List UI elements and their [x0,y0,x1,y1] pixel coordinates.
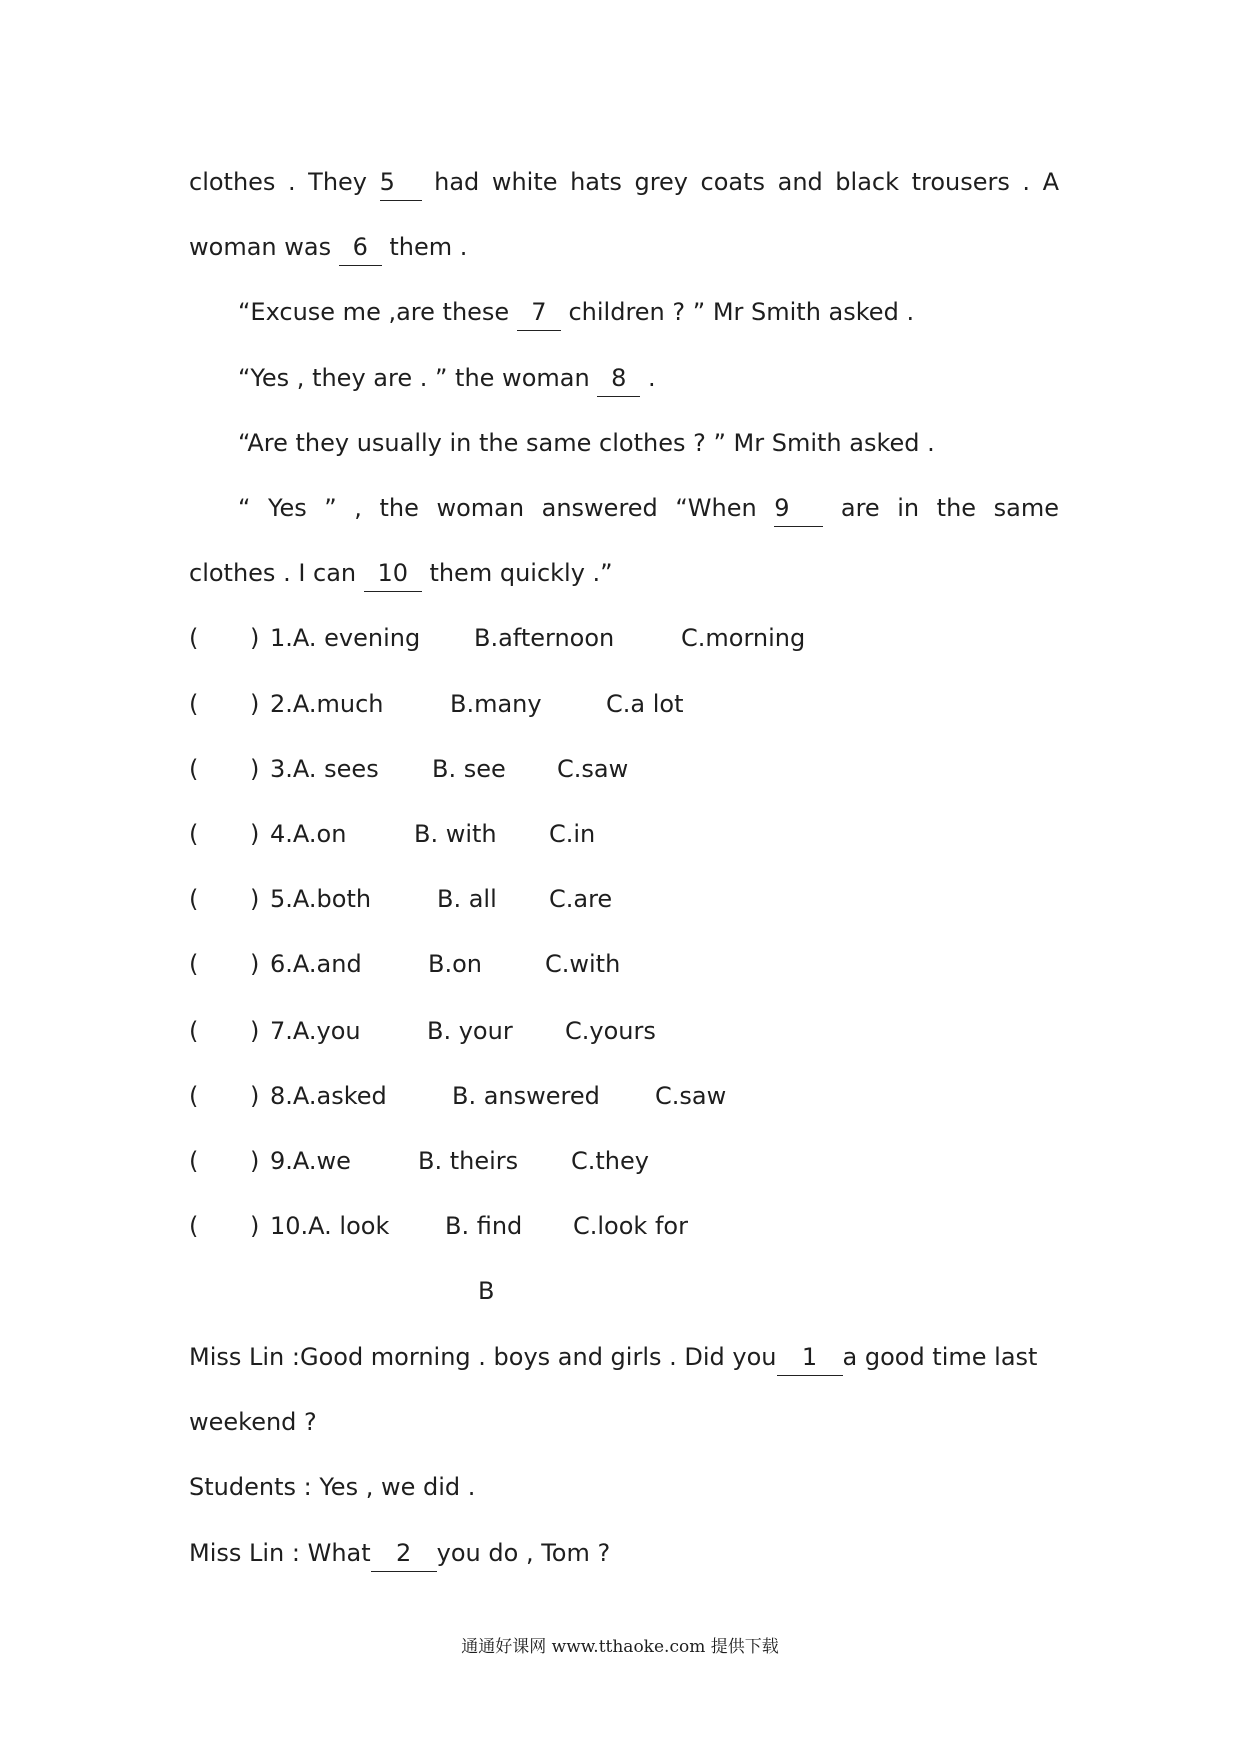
question-close-paren: ) [250,885,260,913]
line-text-after: . [647,364,656,392]
option-b: B. with [414,820,497,848]
option-a: 10.A. look [270,1212,390,1240]
question-open-paren: ( [189,690,199,718]
option-c: C.saw [655,1082,727,1110]
option-a: 3.A. sees [270,755,379,783]
passage-line [238,297,914,327]
question-row [0,1211,1240,1241]
question-close-paren: ) [250,755,260,783]
line-text-before: “Excuse me ,are these [238,298,510,326]
question-close-paren: ) [250,1082,260,1110]
question-open-paren: ( [189,885,199,913]
option-c: C.are [549,885,613,913]
question-row [0,949,1240,979]
question-close-paren: ) [250,950,260,978]
line-text-after: you do , Tom ? [436,1539,611,1567]
question-open-paren: ( [189,1017,199,1045]
question-open-paren: ( [189,624,199,652]
line-text-after: them . [389,233,468,261]
option-c: C.saw [557,755,629,783]
dialogue-line [189,1472,475,1502]
question-row [0,623,1240,653]
option-a: 7.A.you [270,1017,361,1045]
question-open-paren: ( [189,1082,199,1110]
passage-line [238,428,935,458]
option-a: 5.A.both [270,885,372,913]
question-close-paren: ) [250,1147,260,1175]
question-open-paren: ( [189,755,199,783]
line-text-before: clothes . They [189,168,368,196]
option-b: B. your [427,1017,513,1045]
dialogue-line [189,1407,317,1437]
option-a: 9.A.we [270,1147,351,1175]
question-close-paren: ) [250,1017,260,1045]
option-a: 6.A.and [270,950,362,978]
passage-line [238,493,1059,523]
answer-blank: 2 [371,1539,437,1572]
question-close-paren: ) [250,1212,260,1240]
line-text-before: “ Yes ” , the woman answered “When [238,494,757,522]
option-b: B.afternoon [474,624,615,652]
line-text-after: them quickly .” [429,559,613,587]
option-b: B.on [428,950,482,978]
option-c: C.a lot [606,690,684,718]
option-b: B. all [437,885,497,913]
question-open-paren: ( [189,1212,199,1240]
answer-blank: 9 [774,494,823,527]
question-row [0,689,1240,719]
line-text-after: had white hats grey coats and black trousers . A [434,168,1059,196]
line-text-after: children ? ” Mr Smith asked . [568,298,915,326]
question-open-paren: ( [189,1147,199,1175]
question-close-paren: ) [250,820,260,848]
answer-blank: 5 [380,168,422,201]
dialogue-line [189,1538,610,1568]
line-text-before: “Yes , they are . ” the woman [238,364,590,392]
option-c: C.yours [565,1017,656,1045]
question-row [0,884,1240,914]
option-b: B. theirs [418,1147,519,1175]
option-a: 8.A.asked [270,1082,387,1110]
question-open-paren: ( [189,950,199,978]
passage-line [189,167,1059,197]
option-a: 1.A. evening [270,624,421,652]
option-c: C.morning [681,624,806,652]
answer-blank: 10 [364,559,422,592]
question-close-paren: ) [250,624,260,652]
answer-blank: 6 [339,233,382,266]
line-text: Students : Yes , we did . [189,1473,476,1501]
option-c: C.they [571,1147,649,1175]
passage-line [189,558,613,588]
option-a: 4.A.on [270,820,347,848]
option-c: C.look for [573,1212,688,1240]
line-text-after: a good time last [842,1343,1038,1371]
question-close-paren: ) [250,690,260,718]
question-row [0,1016,1240,1046]
line-text: “Are they usually in the same clothes ? ” Mr Smith asked . [238,429,935,457]
line-text-before: Miss Lin :Good morning . boys and girls . Did you [189,1343,777,1371]
answer-blank: 7 [517,298,561,331]
dialogue-line [189,1342,1037,1372]
line-text-after: are in the same [840,494,1059,522]
line-text-before: Miss Lin : What [189,1539,371,1567]
answer-blank: 8 [597,364,640,397]
line-text: weekend ? [189,1408,317,1436]
passage-line [189,232,467,262]
passage-line [238,363,656,393]
line-text-before: clothes . I can [189,559,357,587]
option-b: B. see [432,755,506,783]
question-open-paren: ( [189,820,199,848]
answer-blank: 1 [777,1343,843,1376]
option-b: B.many [450,690,542,718]
line-text-before: woman was [189,233,332,261]
page-footer: 通通好课网 www.tthaoke.com 提供下载 [461,1637,779,1657]
question-row [0,1081,1240,1111]
option-c: C.with [545,950,621,978]
section-heading: B [478,1277,495,1305]
option-b: B. find [445,1212,523,1240]
question-row [0,819,1240,849]
option-b: B. answered [452,1082,600,1110]
question-row [0,754,1240,784]
option-c: C.in [549,820,596,848]
question-row [0,1146,1240,1176]
option-a: 2.A.much [270,690,384,718]
